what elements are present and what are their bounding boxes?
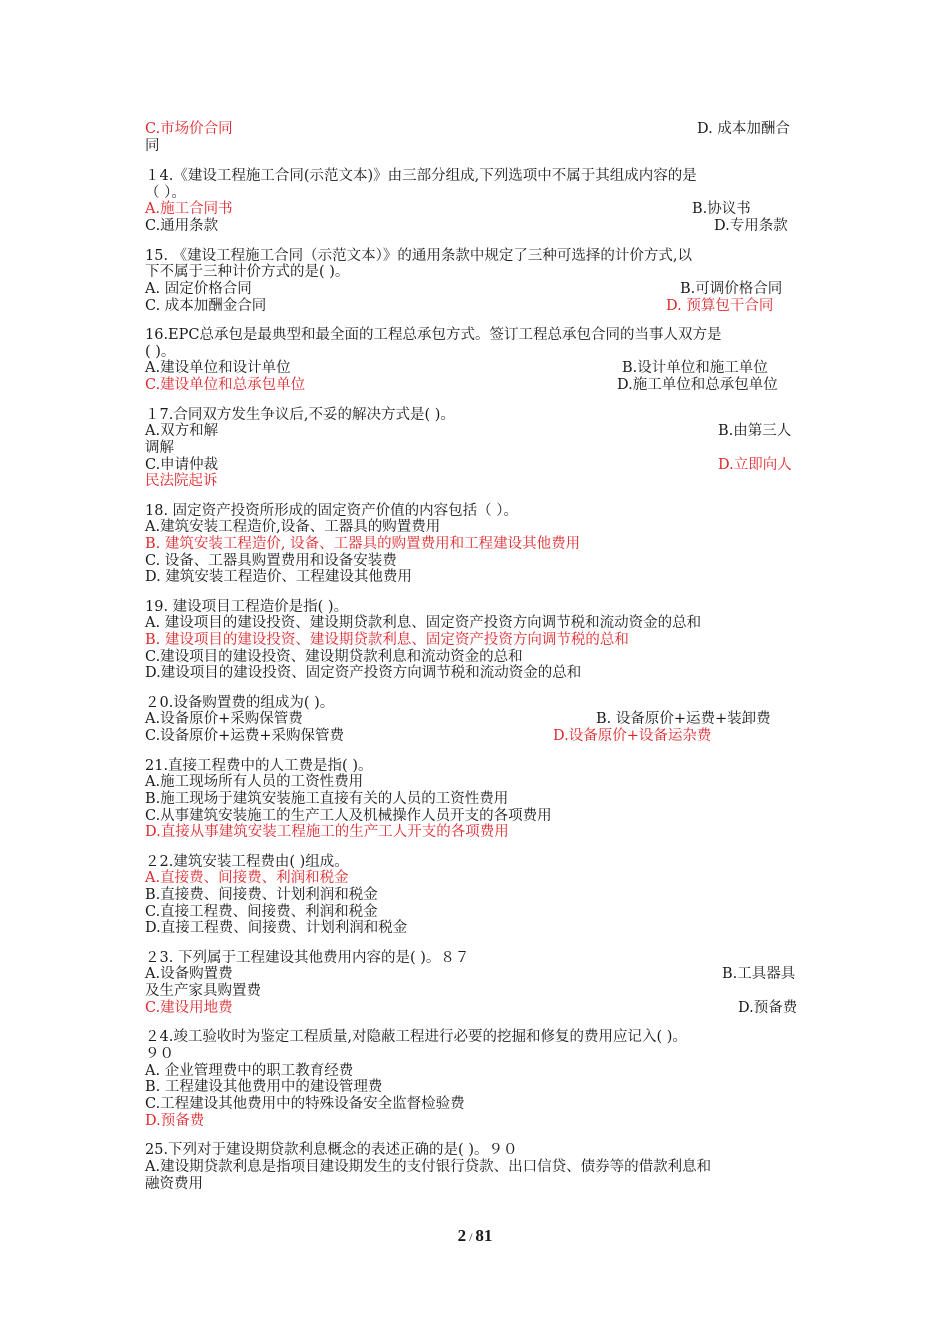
text-line: B.设计单位和施工单位	[622, 360, 768, 376]
text-line: C.工程建设其他费用中的特殊设备安全监督检验费	[145, 1096, 465, 1112]
text-line: D.建设项目的建设投资、固定资产投资方向调节税和流动资金的总和	[145, 665, 582, 681]
text-line: A.建设期贷款利息是指项目建设期发生的支付银行贷款、出口信贷、债券等的借款利息和	[145, 1159, 712, 1175]
text-line: A.设备购置费	[145, 966, 233, 982]
text-line: A.建筑安装工程造价,设备、工器具的购置费用	[145, 519, 441, 535]
text-line: A.双方和解	[145, 423, 219, 439]
text-line: D.直接从事建筑安装工程施工的生产工人开支的各项费用	[145, 824, 509, 840]
text-line: 民法院起诉	[145, 473, 218, 489]
text-line: D. 成本加酬合	[697, 121, 790, 137]
text-line: C.通用条款	[145, 218, 219, 234]
text-line: D.预备费	[738, 1000, 798, 1016]
text-line: B.直接费、间接费、计划利润和税金	[145, 887, 378, 903]
page-separator: /	[466, 1230, 476, 1244]
text-line: A.建设单位和设计单位	[145, 360, 291, 376]
page-current: 2	[457, 1226, 467, 1245]
text-line: B. 建筑安装工程造价, 设备、工器具的购置费用和工程建设其他费用	[145, 536, 581, 552]
text-line: ９０	[145, 1046, 174, 1062]
text-line: C.设备原价+运费+采购保管费	[145, 728, 344, 744]
text-line: B.施工现场于建筑安装施工直接有关的人员的工资性费用	[145, 791, 509, 807]
text-line: 及生产家具购置费	[145, 983, 261, 999]
text-line: C.建设单位和总承包单位	[145, 377, 306, 393]
text-line: 下不属于三种计价方式的是( )。	[145, 264, 350, 280]
text-line: A.设备原价+采购保管费	[145, 711, 303, 727]
text-line: B. 设备原价+运费+装卸费	[596, 711, 771, 727]
text-line: （ ）。	[145, 185, 186, 201]
text-line: D.直接工程费、间接费、计划利润和税金	[145, 920, 408, 936]
text-line: D.立即向人	[718, 457, 792, 473]
text-line: C.直接工程费、间接费、利润和税金	[145, 904, 378, 920]
text-line: ( )。	[145, 344, 176, 360]
text-line: D. 建筑安装工程造价、工程建设其他费用	[145, 569, 412, 585]
text-line: １7.合同双方发生争议后,不妥的解决方式是( )。	[145, 407, 455, 423]
text-line: B.可调价格合同	[680, 281, 783, 297]
page-total: 81	[475, 1226, 493, 1245]
text-line: B.协议书	[692, 201, 751, 217]
text-line: 19. 建设项目工程造价是指( )。	[145, 599, 349, 615]
text-line: A.施工合同书	[145, 201, 233, 217]
page-number	[0, 1226, 950, 1246]
text-line: D.施工单位和总承包单位	[617, 377, 778, 393]
text-line: D. 预算包干合同	[666, 298, 774, 314]
text-line: B. 工程建设其他费用中的建设管理费	[145, 1079, 383, 1095]
text-line: C.建设项目的建设投资、建设期贷款利息和流动资金的总和	[145, 649, 523, 665]
text-line: A. 建设项目的建设投资、建设期贷款利息、固定资产投资方向调节税和流动资金的总和	[145, 615, 702, 631]
text-line: B.由第三人	[718, 423, 792, 439]
text-line: D.预备费	[145, 1113, 205, 1129]
text-line: 同	[145, 138, 160, 154]
text-line: A. 企业管理费中的职工教育经费	[145, 1063, 354, 1079]
text-line: 融资费用	[145, 1176, 203, 1192]
text-line: A. 固定价格合同	[145, 281, 252, 297]
text-line: １4.《建设工程施工合同(示范文本)》由三部分组成,下列选项中不属于其组成内容的是	[145, 168, 697, 184]
text-line: ２0.设备购置费的组成为( )。	[145, 695, 335, 711]
text-line: A.直接费、间接费、利润和税金	[145, 870, 349, 886]
text-line: C.从事建筑安装施工的生产工人及机械操作人员开支的各项费用	[145, 808, 552, 824]
text-line: 15. 《建设工程施工合同（示范文本）》的通用条款中规定了三种可选择的计价方式,以	[145, 248, 693, 264]
text-line: D.专用条款	[714, 218, 788, 234]
text-line: C. 设备、工器具购置费用和设备安装费	[145, 553, 397, 569]
text-line: A.施工现场所有人员的工资性费用	[145, 774, 364, 790]
text-line: 调解	[145, 440, 174, 456]
text-line: D.设备原价+设备运杂费	[553, 728, 712, 744]
text-line: 21.直接工程费中的人工费是指( )。	[145, 758, 373, 774]
text-line: C.申请仲裁	[145, 457, 219, 473]
text-line: C. 成本加酬金合同	[145, 298, 267, 314]
text-line: ２4.竣工验收时为鉴定工程质量,对隐蔽工程进行必要的挖掘和修复的费用应记入( )。	[145, 1029, 687, 1045]
text-line: ２3. 下列属于工程建设其他费用内容的是( )。８７	[145, 950, 470, 966]
text-line: 25.下列对于建设期贷款利息概念的表述正确的是( )。９０	[145, 1142, 518, 1158]
text-line: C.建设用地费	[145, 1000, 233, 1016]
text-line: 18. 固定资产投资所形成的固定资产价值的内容包括（ ）。	[145, 503, 519, 519]
text-line: B. 建设项目的建设投资、建设期贷款利息、固定资产投资方向调节税的总和	[145, 632, 629, 648]
text-line: C.市场价合同	[145, 121, 233, 137]
text-line: B.工具器具	[722, 966, 796, 982]
text-line: ２2.建筑安装工程费由( )组成。	[145, 854, 349, 870]
text-line: 16.EPC总承包是最典型和最全面的工程总承包方式。签订工程总承包合同的当事人双方是	[145, 327, 722, 343]
